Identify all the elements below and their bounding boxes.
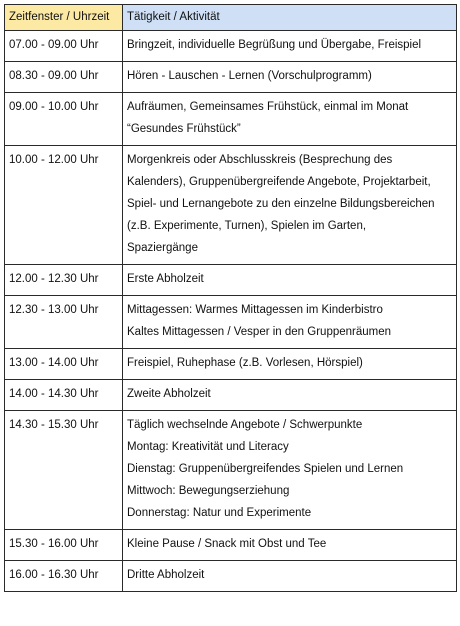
time-cell: 12.00 - 12.30 Uhr: [5, 265, 123, 296]
time-cell: 14.30 - 15.30 Uhr: [5, 411, 123, 530]
table-row: [5, 93, 457, 146]
table-row: [5, 296, 457, 349]
activity-line: Mittagessen: Warmes Mittagessen im Kinderbistro: [127, 304, 383, 316]
activity-cell: [123, 146, 457, 265]
table-row: [5, 561, 457, 592]
table-row: [5, 411, 457, 530]
activity-line: Hören - Lauschen - Lernen (Vorschulprogramm): [127, 70, 372, 82]
time-cell: 13.00 - 14.00 Uhr: [5, 349, 123, 380]
activity-line: Kaltes Mittagessen / Vesper in den Gruppenräumen: [127, 326, 392, 338]
table-row: [5, 380, 457, 411]
schedule-body: [5, 31, 457, 592]
time-cell: 12.30 - 13.00 Uhr: [5, 296, 123, 349]
activity-line: Dritte Abholzeit: [127, 569, 205, 581]
activity-cell: [123, 296, 457, 349]
time-cell: 10.00 - 12.00 Uhr: [5, 146, 123, 265]
activity-cell: [123, 561, 457, 592]
activity-cell: [123, 380, 457, 411]
activity-line: (z.B. Experimente, Turnen), Spielen im Garten,: [127, 220, 367, 232]
time-cell: 07.00 - 09.00 Uhr: [5, 31, 123, 62]
schedule-table: [4, 4, 457, 592]
activity-line: Aufräumen, Gemeinsames Frühstück, einmal im Monat: [127, 101, 409, 113]
time-cell: 08.30 - 09.00 Uhr: [5, 62, 123, 93]
activity-cell: [123, 62, 457, 93]
activity-line: Erste Abholzeit: [127, 273, 204, 285]
activity-line: Donnerstag: Natur und Experimente: [127, 507, 312, 519]
activity-line: Freispiel, Ruhephase (z.B. Vorlesen, Hörspiel): [127, 357, 363, 369]
activity-line: Dienstag: Gruppenübergreifendes Spielen und Lernen: [127, 463, 404, 475]
activity-column-header: Tätigkeit / Aktivität: [123, 5, 457, 31]
table-row: [5, 349, 457, 380]
activity-line: Kalenders), Gruppenübergreifende Angebote, Projektarbeit,: [127, 176, 431, 188]
time-cell: 09.00 - 10.00 Uhr: [5, 93, 123, 146]
table-row: [5, 62, 457, 93]
activity-cell: [123, 530, 457, 561]
activity-line: Täglich wechselnde Angebote / Schwerpunkte: [127, 419, 363, 431]
activity-line: Morgenkreis oder Abschlusskreis (Besprechung des: [127, 154, 393, 166]
table-row: [5, 146, 457, 265]
time-cell: 15.30 - 16.00 Uhr: [5, 530, 123, 561]
time-column-header: Zeitfenster / Uhrzeit: [5, 5, 123, 31]
activity-cell: [123, 265, 457, 296]
activity-cell: [123, 411, 457, 530]
activity-line: “Gesundes Frühstück”: [127, 123, 241, 135]
activity-line: Spiel- und Lernangebote zu den einzelne Bildungsbereichen: [127, 198, 435, 210]
activity-cell: [123, 349, 457, 380]
table-row: [5, 265, 457, 296]
activity-line: Mittwoch: Bewegungserziehung: [127, 485, 290, 497]
table-row: [5, 31, 457, 62]
activity-line: Bringzeit, individuelle Begrüßung und Übergabe, Freispiel: [127, 39, 422, 51]
table-row: [5, 530, 457, 561]
activity-line: Kleine Pause / Snack mit Obst und Tee: [127, 538, 327, 550]
activity-line: Spaziergänge: [127, 242, 198, 254]
activity-cell: [123, 31, 457, 62]
activity-line: Montag: Kreativität und Literacy: [127, 441, 289, 453]
header-row: [5, 5, 457, 31]
time-cell: 14.00 - 14.30 Uhr: [5, 380, 123, 411]
time-cell: 16.00 - 16.30 Uhr: [5, 561, 123, 592]
activity-cell: [123, 93, 457, 146]
activity-line: Zweite Abholzeit: [127, 388, 211, 400]
